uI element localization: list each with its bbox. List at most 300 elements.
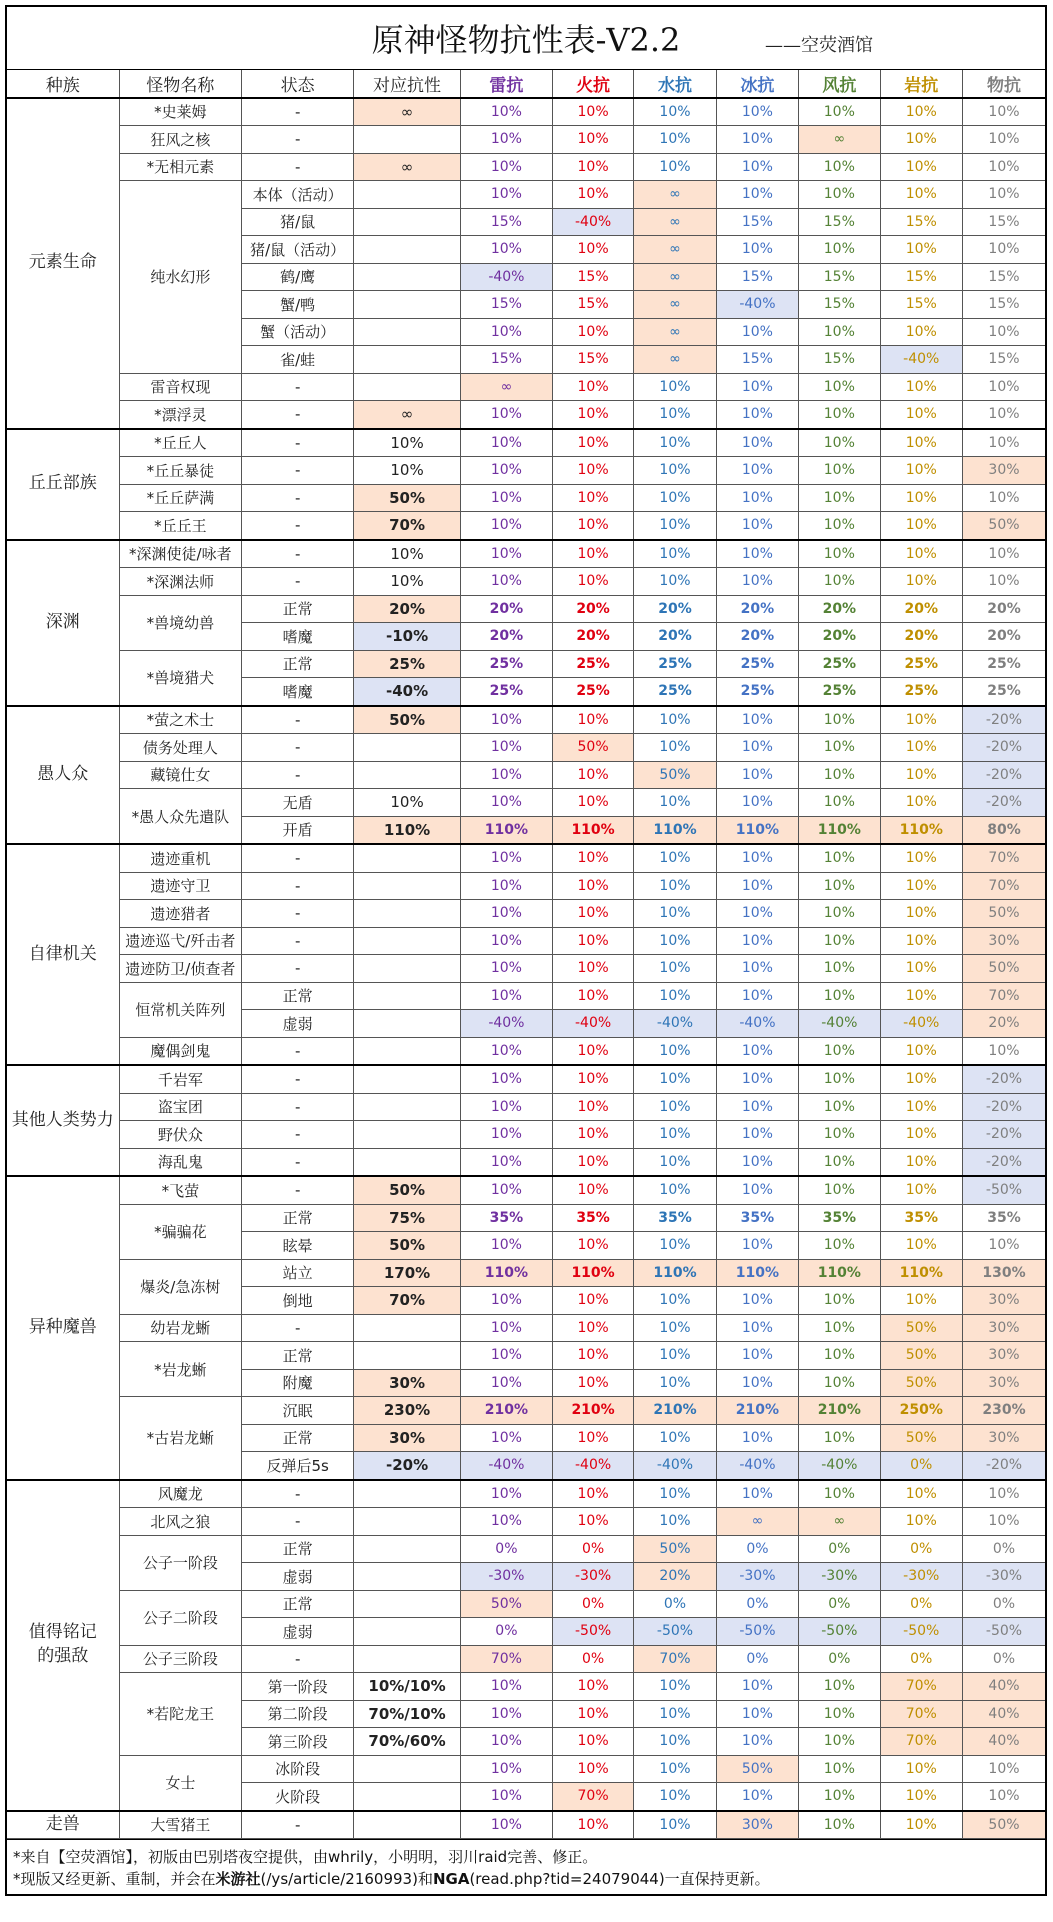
value-cell: 10%	[716, 126, 798, 154]
value-cell: 10%	[880, 706, 962, 734]
value-cell: 30%	[962, 1424, 1045, 1452]
table-row	[7, 789, 1045, 817]
state-cell: -	[242, 484, 354, 512]
table-row	[7, 1673, 1045, 1701]
monster-name-cell: 大雪猪王	[119, 1811, 242, 1839]
state-cell: -	[242, 955, 354, 983]
value-cell: 110%	[460, 816, 552, 844]
value-cell: 70%	[880, 1673, 962, 1701]
resist-cell: 50%	[354, 484, 461, 512]
value-cell: 70%	[962, 844, 1045, 872]
value-cell: 210%	[634, 1397, 716, 1425]
value-cell: 10%	[552, 927, 633, 955]
value-cell: -30%	[460, 1563, 552, 1591]
value-cell: 10%	[880, 844, 962, 872]
value-cell: 10%	[634, 789, 716, 817]
value-cell: 10%	[460, 1424, 552, 1452]
monster-name-cell: 女士	[119, 1755, 242, 1811]
value-cell: 10%	[460, 1093, 552, 1121]
value-cell: 15%	[880, 208, 962, 236]
resist-cell	[354, 1121, 461, 1149]
value-cell: 35%	[716, 1204, 798, 1232]
value-cell: 25%	[460, 650, 552, 678]
value-cell: 10%	[460, 1232, 552, 1260]
resist-cell: -10%	[354, 623, 461, 651]
value-cell: ∞	[460, 373, 552, 401]
value-cell: 110%	[552, 816, 633, 844]
table-row	[7, 429, 1045, 457]
value-cell: 40%	[962, 1728, 1045, 1756]
value-cell: 70%	[962, 982, 1045, 1010]
value-cell: 15%	[799, 346, 880, 374]
value-cell: -40%	[460, 263, 552, 291]
resist-cell	[354, 1618, 461, 1646]
value-cell: 10%	[880, 1287, 962, 1315]
value-cell: 10%	[962, 568, 1045, 596]
resist-cell: 50%	[354, 1232, 461, 1260]
value-cell: 10%	[460, 540, 552, 568]
footer-notes	[7, 1839, 1045, 1894]
value-cell: 10%	[552, 1176, 633, 1204]
state-cell: -	[242, 761, 354, 789]
value-cell: -40%	[880, 346, 962, 374]
value-cell: 20%	[799, 595, 880, 623]
monster-name-cell: *飞萤	[119, 1176, 242, 1204]
value-cell: 10%	[552, 373, 633, 401]
value-cell: 20%	[716, 623, 798, 651]
resist-cell	[354, 761, 461, 789]
header-cell: 水抗	[634, 70, 716, 98]
value-cell: -40%	[634, 1452, 716, 1480]
state-cell: 猪/鼠（活动）	[242, 236, 354, 264]
value-cell: 10%	[962, 1783, 1045, 1811]
value-cell: 10%	[716, 761, 798, 789]
value-cell: 15%	[716, 263, 798, 291]
value-cell: 15%	[716, 208, 798, 236]
monster-name-cell: *古岩龙蜥	[119, 1397, 242, 1480]
value-cell: 10%	[962, 236, 1045, 264]
value-cell: -50%	[880, 1618, 962, 1646]
page-title: 原神怪物抗性表-V2.2	[371, 21, 681, 59]
state-cell: 冰阶段	[242, 1755, 354, 1783]
value-cell: 10%	[880, 512, 962, 540]
resist-cell	[354, 263, 461, 291]
value-cell: 10%	[799, 373, 880, 401]
state-cell: 沉眠	[242, 1397, 354, 1425]
value-cell: 230%	[962, 1397, 1045, 1425]
value-cell: 30%	[962, 457, 1045, 485]
resist-cell: ∞	[354, 153, 461, 181]
value-cell: 110%	[716, 1259, 798, 1287]
value-cell: 0%	[962, 1645, 1045, 1673]
value-cell: 10%	[962, 1755, 1045, 1783]
monster-name-cell: 遗迹守卫	[119, 872, 242, 900]
value-cell: 10%	[460, 844, 552, 872]
value-cell: 10%	[634, 1369, 716, 1397]
value-cell: -40%	[552, 208, 633, 236]
value-cell: 10%	[716, 1728, 798, 1756]
value-cell: 10%	[634, 1728, 716, 1756]
state-cell: -	[242, 98, 354, 126]
value-cell: 15%	[962, 346, 1045, 374]
value-cell: 10%	[552, 900, 633, 928]
value-cell: -20%	[962, 1093, 1045, 1121]
monster-name-cell: 千岩军	[119, 1065, 242, 1093]
monster-name-cell: 藏镜仕女	[119, 761, 242, 789]
resist-cell: 50%	[354, 706, 461, 734]
value-cell: 10%	[634, 1811, 716, 1839]
value-cell: 10%	[460, 1369, 552, 1397]
value-cell: 10%	[460, 1728, 552, 1756]
value-cell: 10%	[880, 900, 962, 928]
value-cell: 70%	[962, 872, 1045, 900]
value-cell: 10%	[552, 1037, 633, 1065]
state-cell: 鹤/鹰	[242, 263, 354, 291]
value-cell: 10%	[552, 1480, 633, 1508]
value-cell: 25%	[552, 650, 633, 678]
table-row	[7, 401, 1045, 429]
monster-name-cell: *兽境幼兽	[119, 595, 242, 650]
value-cell: 250%	[880, 1397, 962, 1425]
footer-link-nga[interactable]: NGA	[432, 1870, 470, 1888]
value-cell: -50%	[962, 1618, 1045, 1646]
resist-cell: -40%	[354, 678, 461, 706]
resist-cell: 75%	[354, 1204, 461, 1232]
value-cell: 10%	[799, 1480, 880, 1508]
value-cell: 70%	[552, 1783, 633, 1811]
resist-cell	[354, 1065, 461, 1093]
value-cell: 10%	[716, 1369, 798, 1397]
value-cell: 10%	[716, 1121, 798, 1149]
value-cell: 10%	[880, 734, 962, 762]
race-cell: 丘丘部族	[7, 429, 119, 540]
state-cell: 虚弱	[242, 1563, 354, 1591]
value-cell: 10%	[799, 900, 880, 928]
state-cell: -	[242, 126, 354, 154]
table-row	[7, 98, 1045, 126]
race-cell: 元素生命	[7, 98, 119, 429]
value-cell: 10%	[716, 982, 798, 1010]
value-cell: 10%	[716, 1287, 798, 1315]
table-row	[7, 457, 1045, 485]
state-cell: 无盾	[242, 789, 354, 817]
monster-name-cell: 海乱鬼	[119, 1148, 242, 1176]
value-cell: 10%	[799, 844, 880, 872]
value-cell: 10%	[460, 734, 552, 762]
header-cell: 对应抗性	[354, 70, 461, 98]
state-cell: -	[242, 457, 354, 485]
value-cell: 10%	[880, 1037, 962, 1065]
value-cell: 20%	[634, 595, 716, 623]
value-cell: 30%	[962, 1287, 1045, 1315]
table-row	[7, 1121, 1045, 1149]
value-cell: 10%	[634, 1065, 716, 1093]
value-cell: 10%	[880, 181, 962, 209]
value-cell: -30%	[962, 1563, 1045, 1591]
value-cell: 50%	[962, 955, 1045, 983]
value-cell: 10%	[716, 1093, 798, 1121]
header-cell: 状态	[242, 70, 354, 98]
monster-name-cell: *丘丘萨满	[119, 484, 242, 512]
monster-name-cell: *丘丘暴徒	[119, 457, 242, 485]
value-cell: 25%	[460, 678, 552, 706]
value-cell: 10%	[552, 1342, 633, 1370]
state-cell: 站立	[242, 1259, 354, 1287]
resist-cell: 230%	[354, 1397, 461, 1425]
value-cell: 0%	[716, 1535, 798, 1563]
value-cell: 10%	[634, 1424, 716, 1452]
value-cell: 10%	[634, 1783, 716, 1811]
value-cell: 110%	[634, 816, 716, 844]
monster-name-cell: *骗骗花	[119, 1204, 242, 1259]
value-cell: 70%	[880, 1728, 962, 1756]
value-cell: -40%	[552, 1010, 633, 1038]
value-cell: 35%	[962, 1204, 1045, 1232]
value-cell: 10%	[552, 1314, 633, 1342]
resist-cell	[354, 982, 461, 1010]
value-cell: 30%	[962, 927, 1045, 955]
value-cell: ∞	[634, 181, 716, 209]
header-cell: 风抗	[799, 70, 880, 98]
value-cell: -30%	[799, 1563, 880, 1591]
table-row	[7, 844, 1045, 872]
resist-cell: ∞	[354, 401, 461, 429]
value-cell: 10%	[799, 1783, 880, 1811]
state-cell: 嗜魔	[242, 678, 354, 706]
value-cell: 10%	[634, 126, 716, 154]
value-cell: 0%	[880, 1590, 962, 1618]
value-cell: 10%	[552, 540, 633, 568]
value-cell: 10%	[634, 982, 716, 1010]
state-cell: -	[242, 568, 354, 596]
value-cell: 10%	[460, 1480, 552, 1508]
value-cell: ∞	[634, 263, 716, 291]
value-cell: 10%	[799, 1424, 880, 1452]
monster-name-cell: *深渊法师	[119, 568, 242, 596]
state-cell: 蟹（活动）	[242, 318, 354, 346]
resist-cell	[354, 236, 461, 264]
monster-name-cell: *岩龙蜥	[119, 1342, 242, 1397]
value-cell: 40%	[962, 1673, 1045, 1701]
value-cell: 10%	[552, 982, 633, 1010]
value-cell: 30%	[962, 1369, 1045, 1397]
resist-cell	[354, 1314, 461, 1342]
value-cell: 10%	[880, 1065, 962, 1093]
value-cell: 10%	[460, 706, 552, 734]
value-cell: 10%	[880, 872, 962, 900]
state-cell: 火阶段	[242, 1783, 354, 1811]
value-cell: 10%	[799, 734, 880, 762]
value-cell: 25%	[634, 678, 716, 706]
value-cell: -50%	[962, 1176, 1045, 1204]
value-cell: 10%	[716, 1148, 798, 1176]
value-cell: 10%	[460, 1148, 552, 1176]
resist-cell: 30%	[354, 1369, 461, 1397]
value-cell: 10%	[962, 373, 1045, 401]
value-cell: 10%	[552, 512, 633, 540]
value-cell: 10%	[716, 900, 798, 928]
value-cell: 15%	[880, 291, 962, 319]
resist-cell	[354, 1535, 461, 1563]
value-cell: 15%	[799, 263, 880, 291]
value-cell: 10%	[552, 1700, 633, 1728]
value-cell: ∞	[634, 346, 716, 374]
state-cell: -	[242, 429, 354, 457]
footer-link-miyoushe[interactable]: 米游社	[215, 1870, 261, 1888]
monster-name-cell: *丘丘人	[119, 429, 242, 457]
value-cell: 10%	[799, 1811, 880, 1839]
resist-cell: 170%	[354, 1259, 461, 1287]
value-cell: 10%	[552, 401, 633, 429]
value-cell: 10%	[799, 318, 880, 346]
state-cell: 雀/蛙	[242, 346, 354, 374]
value-cell: 10%	[799, 401, 880, 429]
value-cell: 10%	[799, 1121, 880, 1149]
state-cell: -	[242, 1176, 354, 1204]
state-cell: 倒地	[242, 1287, 354, 1315]
resist-cell	[354, 844, 461, 872]
value-cell: -20%	[962, 1121, 1045, 1149]
value-cell: 10%	[552, 789, 633, 817]
value-cell: 50%	[880, 1424, 962, 1452]
value-cell: 10%	[460, 1508, 552, 1536]
value-cell: 25%	[799, 678, 880, 706]
value-cell: 10%	[799, 761, 880, 789]
value-cell: 210%	[460, 1397, 552, 1425]
value-cell: 50%	[716, 1755, 798, 1783]
resist-cell	[354, 181, 461, 209]
monster-name-cell: 魔偶剑鬼	[119, 1037, 242, 1065]
value-cell: 110%	[716, 816, 798, 844]
state-cell: 嗜魔	[242, 623, 354, 651]
value-cell: 10%	[880, 429, 962, 457]
value-cell: 30%	[962, 1342, 1045, 1370]
value-cell: 15%	[552, 346, 633, 374]
header-cell: 火抗	[552, 70, 633, 98]
value-cell: 210%	[716, 1397, 798, 1425]
value-cell: 20%	[716, 595, 798, 623]
resist-cell: 20%	[354, 595, 461, 623]
value-cell: 50%	[552, 734, 633, 762]
value-cell: 15%	[460, 346, 552, 374]
value-cell: 10%	[716, 373, 798, 401]
value-cell: 25%	[799, 650, 880, 678]
value-cell: 10%	[460, 1342, 552, 1370]
value-cell: 10%	[552, 1287, 633, 1315]
value-cell: 0%	[552, 1535, 633, 1563]
value-cell: 15%	[880, 263, 962, 291]
state-cell: -	[242, 927, 354, 955]
state-cell: 第三阶段	[242, 1728, 354, 1756]
value-cell: 35%	[799, 1204, 880, 1232]
value-cell: 10%	[799, 706, 880, 734]
value-cell: 10%	[634, 512, 716, 540]
value-cell: ∞	[634, 318, 716, 346]
value-cell: 10%	[716, 1783, 798, 1811]
table-body	[7, 70, 1045, 1839]
value-cell: 10%	[716, 1065, 798, 1093]
state-cell: 虚弱	[242, 1618, 354, 1646]
table-row	[7, 595, 1045, 623]
resist-cell	[354, 1755, 461, 1783]
table-row	[7, 540, 1045, 568]
monster-name-cell: 风魔龙	[119, 1480, 242, 1508]
value-cell: 10%	[799, 98, 880, 126]
value-cell: 25%	[962, 678, 1045, 706]
value-cell: 15%	[799, 291, 880, 319]
resist-cell	[354, 373, 461, 401]
resistance-table	[7, 70, 1045, 1839]
resist-cell	[354, 1342, 461, 1370]
value-cell: 10%	[460, 761, 552, 789]
value-cell: 15%	[799, 208, 880, 236]
state-cell: 正常	[242, 1204, 354, 1232]
value-cell: -50%	[552, 1618, 633, 1646]
value-cell: 15%	[552, 291, 633, 319]
table-row	[7, 650, 1045, 678]
value-cell: 0%	[552, 1590, 633, 1618]
state-cell: 正常	[242, 1590, 354, 1618]
monster-name-cell: 恒常机关阵列	[119, 982, 242, 1037]
resist-cell: 25%	[354, 650, 461, 678]
value-cell: 10%	[880, 1176, 962, 1204]
table-row	[7, 734, 1045, 762]
resist-cell: 10%	[354, 789, 461, 817]
value-cell: 50%	[962, 900, 1045, 928]
value-cell: 20%	[552, 623, 633, 651]
value-cell: 10%	[962, 401, 1045, 429]
value-cell: 10%	[716, 1700, 798, 1728]
value-cell: 80%	[962, 816, 1045, 844]
value-cell: 20%	[460, 623, 552, 651]
state-cell: -	[242, 734, 354, 762]
value-cell: 10%	[799, 181, 880, 209]
value-cell: 10%	[552, 484, 633, 512]
value-cell: 10%	[799, 1314, 880, 1342]
value-cell: 10%	[634, 1508, 716, 1536]
race-cell: 值得铭记 的强敌	[7, 1480, 119, 1811]
value-cell: 10%	[552, 761, 633, 789]
value-cell: 10%	[880, 1480, 962, 1508]
value-cell: 10%	[552, 706, 633, 734]
value-cell: -50%	[799, 1618, 880, 1646]
value-cell: ∞	[634, 236, 716, 264]
value-cell: 10%	[460, 1673, 552, 1701]
value-cell: 10%	[799, 1037, 880, 1065]
resist-cell: 30%	[354, 1424, 461, 1452]
resist-cell: 10%/10%	[354, 1673, 461, 1701]
value-cell: 10%	[799, 1369, 880, 1397]
value-cell: 10%	[799, 484, 880, 512]
value-cell: 10%	[880, 484, 962, 512]
value-cell: 0%	[880, 1535, 962, 1563]
state-cell: -	[242, 1645, 354, 1673]
value-cell: 10%	[880, 318, 962, 346]
value-cell: -20%	[962, 1148, 1045, 1176]
value-cell: 10%	[716, 872, 798, 900]
state-cell: -	[242, 900, 354, 928]
value-cell: 30%	[962, 1314, 1045, 1342]
value-cell: 50%	[880, 1369, 962, 1397]
value-cell: 50%	[880, 1342, 962, 1370]
monster-name-cell: 盗宝团	[119, 1093, 242, 1121]
value-cell: 10%	[880, 955, 962, 983]
monster-name-cell: 遗迹重机	[119, 844, 242, 872]
value-cell: 50%	[880, 1314, 962, 1342]
value-cell: 10%	[716, 429, 798, 457]
value-cell: 10%	[460, 1314, 552, 1342]
value-cell: 25%	[880, 650, 962, 678]
